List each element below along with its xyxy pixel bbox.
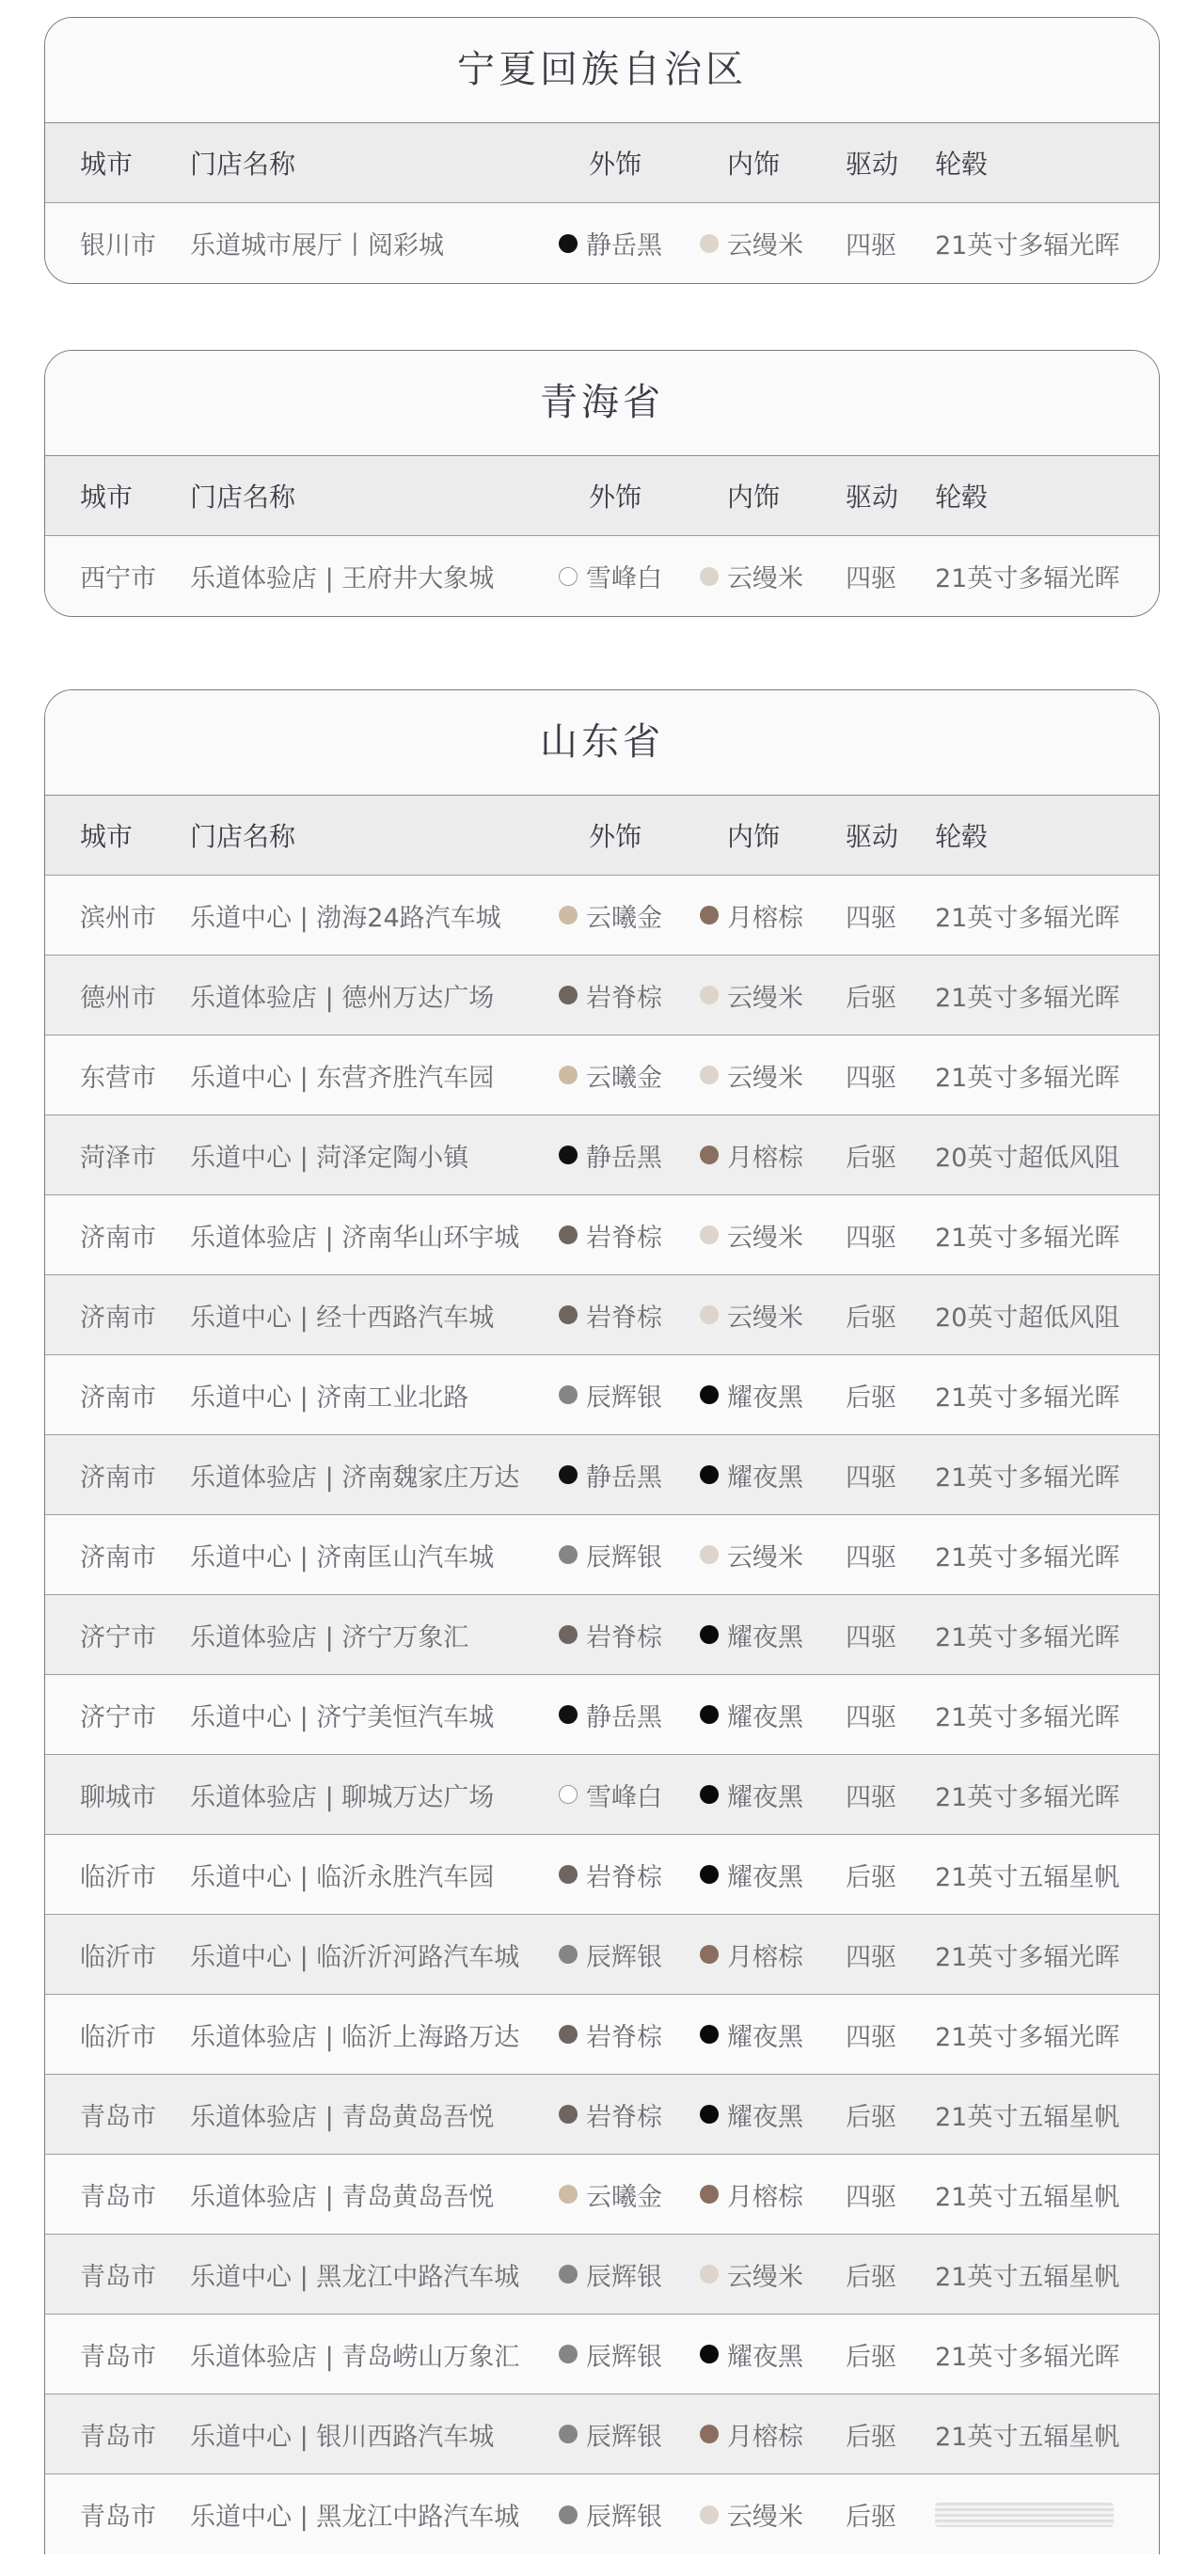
province-title: 宁夏回族自治区: [45, 18, 1159, 123]
interior-cell: [700, 1915, 803, 1994]
table-row: [45, 1355, 1159, 1435]
interior-cell: [700, 956, 803, 1035]
header-store: 门店名称: [190, 821, 296, 852]
header-exterior: 外饰: [589, 149, 642, 180]
interior-cell: [700, 2315, 803, 2394]
color-swatch-icon: [559, 1545, 578, 1564]
city-cell: 济南市: [80, 1542, 156, 1572]
interior-cell: [700, 203, 803, 283]
header-interior: 内饰: [727, 821, 781, 852]
interior-cell-label: 云缦米: [727, 1303, 803, 1333]
exterior-cell-label: 岩脊棕: [586, 1862, 662, 1892]
header-interior: 内饰: [727, 149, 781, 180]
wheel-cell: 21英寸多辐光晖: [935, 1702, 1120, 1732]
city-cell: 青岛市: [80, 2422, 156, 2452]
color-swatch-icon: [700, 2265, 719, 2284]
wheel-cell: 21英寸多辐光晖: [935, 2342, 1120, 2372]
color-swatch-icon: [559, 1625, 578, 1644]
wheel-cell: 21英寸多辐光晖: [935, 903, 1120, 933]
table-row: [45, 2075, 1159, 2155]
wheel-cell: 21英寸多辐光晖: [935, 1063, 1120, 1093]
exterior-cell-label: 岩脊棕: [586, 1223, 662, 1253]
exterior-cell-label: 岩脊棕: [586, 983, 662, 1013]
table-row: [45, 2155, 1159, 2235]
interior-cell: [700, 1835, 803, 1914]
store-cell: 乐道体验店 | 青岛黄岛吾悦: [190, 2182, 495, 2212]
color-swatch-icon: [700, 2505, 719, 2524]
table-row: [45, 956, 1159, 1035]
exterior-cell-label: 辰辉银: [586, 2342, 662, 2372]
color-swatch-icon: [700, 234, 719, 253]
exterior-cell: [559, 2075, 662, 2154]
table-row: [45, 2315, 1159, 2394]
city-cell: 济南市: [80, 1383, 156, 1413]
store-cell: 乐道体验店 | 青岛崂山万象汇: [190, 2342, 520, 2372]
drive-cell: 后驱: [846, 2342, 896, 2372]
store-cell: 乐道中心 | 临沂永胜汽车园: [190, 1862, 495, 1892]
color-swatch-icon: [700, 1066, 719, 1084]
color-swatch-icon: [700, 1305, 719, 1324]
color-swatch-icon: [559, 2265, 578, 2284]
exterior-cell: [559, 1115, 662, 1194]
exterior-cell-label: 云曦金: [586, 903, 662, 933]
color-swatch-icon: [700, 2425, 719, 2443]
exterior-cell-label: 静岳黑: [586, 231, 662, 261]
store-cell: 乐道体验店 | 青岛黄岛吾悦: [190, 2102, 495, 2132]
city-cell: 济南市: [80, 1462, 156, 1493]
store-cell: 乐道体验店 | 德州万达广场: [190, 983, 495, 1013]
city-cell: 聊城市: [80, 1782, 156, 1812]
drive-cell: 后驱: [846, 2422, 896, 2452]
store-cell: 乐道体验店 | 临沂上海路万达: [190, 2022, 520, 2052]
exterior-cell: [559, 2155, 662, 2234]
interior-cell-label: 月榕棕: [727, 1942, 803, 1972]
exterior-cell: [559, 1835, 662, 1914]
store-cell: 乐道中心 | 银川西路汽车城: [190, 2422, 495, 2452]
exterior-cell: [559, 1515, 662, 1594]
color-swatch-icon: [700, 1945, 719, 1964]
city-cell: 东营市: [80, 1063, 156, 1093]
drive-cell: 四驱: [846, 1462, 896, 1493]
store-cell: 乐道中心 | 济宁美恒汽车城: [190, 1702, 495, 1732]
interior-cell: [700, 536, 803, 616]
table-row: [45, 2474, 1159, 2554]
exterior-cell: [559, 1355, 662, 1434]
color-swatch-icon: [559, 906, 578, 925]
interior-cell-label: 云缦米: [727, 231, 803, 261]
color-swatch-icon: [559, 1705, 578, 1724]
color-swatch-icon: [559, 1865, 578, 1884]
city-cell: 滨州市: [80, 903, 156, 933]
store-cell: 乐道中心 | 东营齐胜汽车园: [190, 1063, 495, 1093]
exterior-cell-label: 岩脊棕: [586, 1622, 662, 1652]
city-cell: 青岛市: [80, 2262, 156, 2292]
province-title: 山东省: [45, 690, 1159, 796]
interior-cell-label: 耀夜黑: [727, 1622, 803, 1652]
exterior-cell-label: 辰辉银: [586, 1942, 662, 1972]
interior-cell: [700, 1355, 803, 1434]
city-cell: 德州市: [80, 983, 156, 1013]
province-card: [44, 689, 1160, 2554]
exterior-cell-label: 岩脊棕: [586, 1303, 662, 1333]
interior-cell: [700, 1115, 803, 1194]
drive-cell: 四驱: [846, 231, 896, 261]
store-cell: 乐道体验店 | 王府井大象城: [190, 564, 495, 593]
exterior-cell: [559, 1755, 662, 1834]
color-swatch-icon: [700, 1385, 719, 1404]
store-cell: 乐道体验店 | 济南华山环宇城: [190, 1223, 520, 1253]
table-header: [45, 796, 1159, 876]
exterior-cell-label: 岩脊棕: [586, 2022, 662, 2052]
exterior-cell: [559, 956, 662, 1035]
store-cell: 乐道体验店 | 济宁万象汇: [190, 1622, 469, 1652]
table-row: [45, 1995, 1159, 2075]
drive-cell: 四驱: [846, 1702, 896, 1732]
interior-cell: [700, 1515, 803, 1594]
interior-cell-label: 云缦米: [727, 983, 803, 1013]
exterior-cell-label: 云曦金: [586, 2182, 662, 2212]
drive-cell: 后驱: [846, 2102, 896, 2132]
table-row: [45, 1755, 1159, 1835]
interior-cell-label: 耀夜黑: [727, 1383, 803, 1413]
color-swatch-icon: [700, 986, 719, 1004]
color-swatch-icon: [700, 906, 719, 925]
header-exterior: 外饰: [589, 482, 642, 513]
table-row: [45, 1595, 1159, 1675]
interior-cell-label: 云缦米: [727, 2503, 803, 2532]
interior-cell-label: 耀夜黑: [727, 2342, 803, 2372]
exterior-cell-label: 云曦金: [586, 1063, 662, 1093]
drive-cell: 后驱: [846, 2503, 896, 2532]
drive-cell: 四驱: [846, 1542, 896, 1572]
interior-cell-label: 耀夜黑: [727, 2022, 803, 2052]
table-header: [45, 123, 1159, 203]
wheel-cell: 21英寸多辐光晖: [935, 1383, 1120, 1413]
table-row: [45, 1835, 1159, 1915]
interior-cell-label: 耀夜黑: [727, 1462, 803, 1493]
exterior-cell: [559, 2474, 662, 2554]
interior-cell: [700, 1275, 803, 1354]
color-swatch-icon: [559, 2345, 578, 2363]
interior-cell: [700, 876, 803, 955]
drive-cell: 四驱: [846, 2022, 896, 2052]
city-cell: 济南市: [80, 1303, 156, 1333]
wheel-cell: 21英寸多辐光晖: [935, 1223, 1120, 1253]
exterior-cell: [559, 536, 662, 616]
interior-cell: [700, 2075, 803, 2154]
drive-cell: 后驱: [846, 983, 896, 1013]
interior-cell-label: 云缦米: [727, 564, 803, 593]
exterior-cell: [559, 1435, 662, 1514]
store-cell: 乐道中心 | 经十西路汽车城: [190, 1303, 495, 1333]
color-swatch-icon: [559, 1225, 578, 1244]
color-swatch-icon: [559, 1146, 578, 1164]
store-cell: 乐道中心 | 渤海24路汽车城: [190, 903, 501, 933]
header-wheel: 轮毂: [935, 149, 989, 180]
wheel-cell: 21英寸多辐光晖: [935, 1782, 1120, 1812]
province-title: 青海省: [45, 351, 1159, 456]
exterior-cell: [559, 2235, 662, 2314]
exterior-cell-label: 辰辉银: [586, 2503, 662, 2532]
exterior-cell-label: 静岳黑: [586, 1702, 662, 1732]
interior-cell-label: 月榕棕: [727, 903, 803, 933]
table-row: [45, 1035, 1159, 1115]
interior-cell: [700, 1675, 803, 1754]
interior-cell-label: 云缦米: [727, 2262, 803, 2292]
header-city: 城市: [80, 149, 134, 180]
wheel-cell: 21英寸多辐光晖: [935, 231, 1120, 261]
table-row: [45, 1115, 1159, 1195]
color-swatch-icon: [559, 1785, 578, 1804]
exterior-cell-label: 辰辉银: [586, 1542, 662, 1572]
city-cell: 青岛市: [80, 2182, 156, 2212]
interior-cell: [700, 1595, 803, 1674]
color-swatch-icon: [559, 2025, 578, 2044]
exterior-cell-label: 静岳黑: [586, 1462, 662, 1493]
interior-cell: [700, 1435, 803, 1514]
color-swatch-icon: [559, 1305, 578, 1324]
color-swatch-icon: [700, 1545, 719, 1564]
store-cell: 乐道体验店 | 济南魏家庄万达: [190, 1462, 520, 1493]
color-swatch-icon: [559, 1465, 578, 1484]
province-card: [44, 17, 1160, 284]
color-swatch-icon: [559, 1385, 578, 1404]
wheel-cell: 21英寸多辐光晖: [935, 564, 1120, 593]
header-exterior: 外饰: [589, 821, 642, 852]
exterior-cell: [559, 1915, 662, 1994]
interior-cell-label: 云缦米: [727, 1223, 803, 1253]
table-row: [45, 1275, 1159, 1355]
exterior-cell: [559, 876, 662, 955]
wheel-cell: 21英寸五辐星帆: [935, 1862, 1120, 1892]
color-swatch-icon: [700, 567, 719, 586]
interior-cell-label: 耀夜黑: [727, 1702, 803, 1732]
interior-cell: [700, 1995, 803, 2074]
city-cell: 青岛市: [80, 2503, 156, 2532]
exterior-cell: [559, 1275, 662, 1354]
city-cell: 济宁市: [80, 1702, 156, 1732]
wheel-cell: 21英寸多辐光晖: [935, 1622, 1120, 1652]
exterior-cell: [559, 203, 662, 283]
wheel-cell: 21英寸多辐光晖: [935, 1462, 1120, 1493]
interior-cell: [700, 1755, 803, 1834]
wheel-cell: 20英寸超低风阻: [935, 1303, 1120, 1333]
store-cell: 乐道中心 | 菏泽定陶小镇: [190, 1143, 469, 1173]
color-swatch-icon: [700, 1705, 719, 1724]
interior-cell: [700, 2474, 803, 2554]
table-row: [45, 1435, 1159, 1515]
city-cell: 临沂市: [80, 1862, 156, 1892]
table-row: [45, 203, 1159, 283]
store-cell: 乐道城市展厅丨阅彩城: [190, 231, 444, 261]
interior-cell-label: 耀夜黑: [727, 1862, 803, 1892]
color-swatch-icon: [700, 2345, 719, 2363]
exterior-cell-label: 静岳黑: [586, 1143, 662, 1173]
color-swatch-icon: [559, 567, 578, 586]
store-cell: 乐道中心 | 黑龙江中路汽车城: [190, 2503, 520, 2532]
wheel-cell: 21英寸五辐星帆: [935, 2102, 1120, 2132]
interior-cell: [700, 2155, 803, 2234]
exterior-cell: [559, 1035, 662, 1114]
exterior-cell-label: 雪峰白: [586, 1782, 662, 1812]
city-cell: 济宁市: [80, 1622, 156, 1652]
interior-cell-label: 耀夜黑: [727, 2102, 803, 2132]
header-store: 门店名称: [190, 149, 296, 180]
drive-cell: 后驱: [846, 1862, 896, 1892]
exterior-cell-label: 岩脊棕: [586, 2102, 662, 2132]
city-cell: 菏泽市: [80, 1143, 156, 1173]
drive-cell: 后驱: [846, 2262, 896, 2292]
drive-cell: 四驱: [846, 564, 896, 593]
table-row: [45, 2235, 1159, 2315]
header-wheel: 轮毂: [935, 482, 989, 513]
drive-cell: 后驱: [846, 1303, 896, 1333]
exterior-cell: [559, 2315, 662, 2394]
interior-cell-label: 月榕棕: [727, 2182, 803, 2212]
color-swatch-icon: [559, 2105, 578, 2124]
drive-cell: 后驱: [846, 1143, 896, 1173]
header-store: 门店名称: [190, 482, 296, 513]
table-row: [45, 1515, 1159, 1595]
drive-cell: 四驱: [846, 2182, 896, 2212]
header-drive: 驱动: [846, 149, 899, 180]
watermark-obscured: [935, 2503, 1114, 2527]
exterior-cell: [559, 2394, 662, 2473]
city-cell: 临沂市: [80, 2022, 156, 2052]
drive-cell: 四驱: [846, 1782, 896, 1812]
table-row: [45, 2394, 1159, 2474]
wheel-cell: 21英寸五辐星帆: [935, 2182, 1120, 2212]
header-city: 城市: [80, 482, 134, 513]
header-wheel: 轮毂: [935, 821, 989, 852]
wheel-cell: 21英寸多辐光晖: [935, 1942, 1120, 1972]
exterior-cell: [559, 1595, 662, 1674]
exterior-cell: [559, 1995, 662, 2074]
table-row: [45, 876, 1159, 956]
drive-cell: 四驱: [846, 1622, 896, 1652]
store-cell: 乐道中心 | 济南匡山汽车城: [190, 1542, 495, 1572]
store-cell: 乐道中心 | 黑龙江中路汽车城: [190, 2262, 520, 2292]
color-swatch-icon: [559, 2505, 578, 2524]
color-swatch-icon: [559, 2185, 578, 2204]
interior-cell: [700, 1195, 803, 1274]
drive-cell: 四驱: [846, 1223, 896, 1253]
table-header: [45, 456, 1159, 536]
exterior-cell-label: 雪峰白: [586, 564, 662, 593]
table-row: [45, 1915, 1159, 1995]
city-cell: 临沂市: [80, 1942, 156, 1972]
drive-cell: 后驱: [846, 1383, 896, 1413]
city-cell: 济南市: [80, 1223, 156, 1253]
interior-cell-label: 云缦米: [727, 1063, 803, 1093]
color-swatch-icon: [700, 1465, 719, 1484]
city-cell: 青岛市: [80, 2102, 156, 2132]
color-swatch-icon: [559, 2425, 578, 2443]
wheel-cell: 21英寸多辐光晖: [935, 983, 1120, 1013]
table-row: [45, 536, 1159, 616]
city-cell: 青岛市: [80, 2342, 156, 2372]
interior-cell-label: 耀夜黑: [727, 1782, 803, 1812]
color-swatch-icon: [700, 2025, 719, 2044]
color-swatch-icon: [700, 1865, 719, 1884]
interior-cell-label: 月榕棕: [727, 1143, 803, 1173]
province-card: [44, 350, 1160, 617]
exterior-cell-label: 辰辉银: [586, 2422, 662, 2452]
table-row: [45, 1195, 1159, 1275]
color-swatch-icon: [700, 1225, 719, 1244]
wheel-cell: 21英寸多辐光晖: [935, 1542, 1120, 1572]
drive-cell: 四驱: [846, 1942, 896, 1972]
store-cell: 乐道体验店 | 聊城万达广场: [190, 1782, 495, 1812]
city-cell: 银川市: [80, 231, 156, 261]
interior-cell: [700, 2394, 803, 2473]
color-swatch-icon: [559, 986, 578, 1004]
drive-cell: 四驱: [846, 903, 896, 933]
header-interior: 内饰: [727, 482, 781, 513]
store-cell: 乐道中心 | 济南工业北路: [190, 1383, 469, 1413]
table-row: [45, 1675, 1159, 1755]
interior-cell-label: 月榕棕: [727, 2422, 803, 2452]
store-cell: 乐道中心 | 临沂沂河路汽车城: [190, 1942, 520, 1972]
wheel-cell: 21英寸多辐光晖: [935, 2022, 1120, 2052]
color-swatch-icon: [700, 1625, 719, 1644]
header-drive: 驱动: [846, 482, 899, 513]
wheel-cell: 20英寸超低风阻: [935, 1143, 1120, 1173]
exterior-cell-label: 辰辉银: [586, 2262, 662, 2292]
city-cell: 西宁市: [80, 564, 156, 593]
wheel-cell: 21英寸五辐星帆: [935, 2422, 1120, 2452]
wheel-cell: 21英寸五辐星帆: [935, 2262, 1120, 2292]
drive-cell: 四驱: [846, 1063, 896, 1093]
interior-cell: [700, 1035, 803, 1114]
color-swatch-icon: [700, 1785, 719, 1804]
header-drive: 驱动: [846, 821, 899, 852]
exterior-cell-label: 辰辉银: [586, 1383, 662, 1413]
interior-cell: [700, 2235, 803, 2314]
color-swatch-icon: [559, 1066, 578, 1084]
color-swatch-icon: [700, 1146, 719, 1164]
color-swatch-icon: [559, 1945, 578, 1964]
color-swatch-icon: [700, 2105, 719, 2124]
exterior-cell: [559, 1675, 662, 1754]
wheel-cell: [935, 2474, 1114, 2554]
interior-cell-label: 云缦米: [727, 1542, 803, 1572]
color-swatch-icon: [700, 2185, 719, 2204]
header-city: 城市: [80, 821, 134, 852]
exterior-cell: [559, 1195, 662, 1274]
color-swatch-icon: [559, 234, 578, 253]
